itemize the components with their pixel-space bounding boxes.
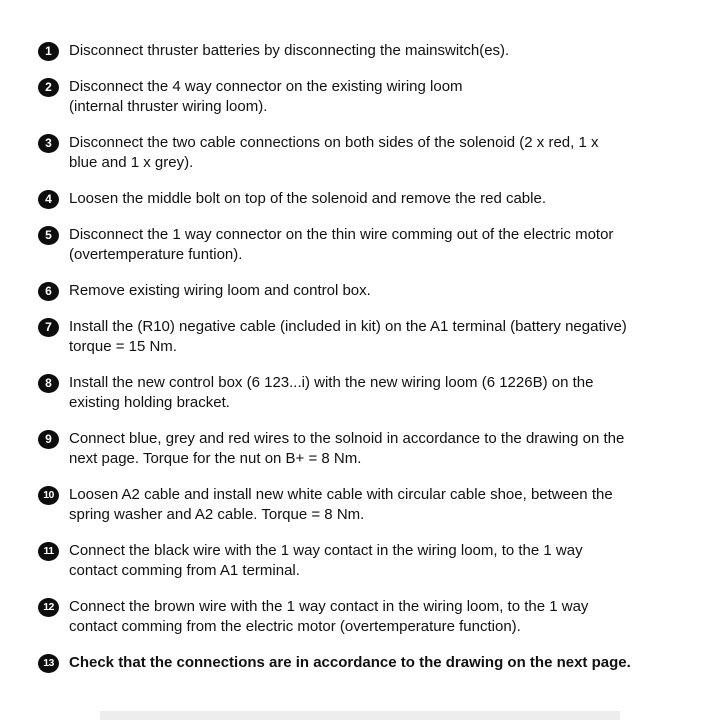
- step-text: [69, 225, 613, 265]
- step-number-badge: 8: [38, 374, 59, 393]
- step-item: [38, 429, 689, 469]
- step-text: [69, 373, 593, 413]
- step-text-line: Connect blue, grey and red wires to the solnoid in accordance to the drawing on the: [69, 430, 625, 447]
- step-number-badge: 3: [38, 134, 59, 153]
- step-text-line: Loosen the middle bolt on top of the solenoid and remove the red cable.: [69, 190, 546, 207]
- step-text: [69, 133, 598, 173]
- step-item: [38, 373, 689, 413]
- step-text: [69, 653, 631, 673]
- step-text: [69, 281, 371, 301]
- step-number-badge: 7: [38, 318, 59, 337]
- step-text-line: (overtemperature funtion).: [69, 246, 243, 263]
- step-text: [69, 41, 509, 61]
- step-item: [38, 317, 689, 357]
- step-text-line: Install the (R10) negative cable (included in kit) on the A1 terminal (battery negative): [69, 318, 627, 335]
- step-text-line: Disconnect the 4 way connector on the existing wiring loom: [69, 78, 463, 95]
- step-text-line: Install the new control box (6 123...i) with the new wiring loom (6 1226B) on the: [69, 374, 594, 391]
- page-bottom-scan-artifact: [100, 711, 620, 720]
- step-item: [38, 653, 689, 673]
- step-text-line: next page. Torque for the nut on B+ = 8 Nm.: [69, 450, 362, 467]
- step-item: [38, 189, 689, 209]
- step-item: [38, 225, 689, 265]
- step-text: [69, 189, 546, 209]
- instruction-steps-list: [38, 41, 689, 689]
- step-number-badge: 2: [38, 78, 59, 97]
- step-text: [69, 597, 588, 637]
- step-number-badge: 6: [38, 282, 59, 301]
- step-text-line: Connect the black wire with the 1 way contact in the wiring loom, to the 1 way: [69, 542, 583, 559]
- step-item: [38, 41, 689, 61]
- step-text-line: Disconnect the 1 way connector on the thin wire comming out of the electric motor: [69, 226, 614, 243]
- step-item: [38, 281, 689, 301]
- step-text-line: Disconnect thruster batteries by disconnecting the mainswitch(es).: [69, 42, 510, 59]
- step-number-badge: 13: [38, 654, 59, 673]
- step-text-line: Loosen A2 cable and install new white cable with circular cable shoe, between the: [69, 486, 613, 503]
- step-text-line: spring washer and A2 cable. Torque = 8 Nm.: [69, 506, 365, 523]
- step-item: [38, 133, 689, 173]
- step-number-badge: 10: [38, 486, 59, 505]
- step-text: [69, 429, 624, 469]
- step-text: [69, 77, 463, 117]
- step-text-line: Disconnect the two cable connections on both sides of the solenoid (2 x red, 1 x: [69, 134, 599, 151]
- step-text-line: existing holding bracket.: [69, 394, 230, 411]
- step-item: [38, 485, 689, 525]
- step-text-line: Check that the connections are in accordance to the drawing on the next page.: [69, 654, 631, 671]
- step-number-badge: 11: [38, 542, 59, 561]
- step-number-badge: 12: [38, 598, 59, 617]
- step-text: [69, 317, 627, 357]
- step-text: [69, 485, 613, 525]
- step-text-line: Remove existing wiring loom and control box.: [69, 282, 371, 299]
- step-text-line: (internal thruster wiring loom).: [69, 98, 268, 115]
- step-text-line: Connect the brown wire with the 1 way contact in the wiring loom, to the 1 way: [69, 598, 589, 615]
- step-text: [69, 541, 583, 581]
- step-text-line: blue and 1 x grey).: [69, 154, 194, 171]
- step-number-badge: 9: [38, 430, 59, 449]
- step-item: [38, 597, 689, 637]
- step-text-line: contact comming from the electric motor (overtemperature function).: [69, 618, 521, 635]
- step-text-line: torque = 15 Nm.: [69, 338, 177, 355]
- step-text-line: contact comming from A1 terminal.: [69, 562, 300, 579]
- step-item: [38, 77, 689, 117]
- step-number-badge: 5: [38, 226, 59, 245]
- step-item: [38, 541, 689, 581]
- step-number-badge: 4: [38, 190, 59, 209]
- step-number-badge: 1: [38, 42, 59, 61]
